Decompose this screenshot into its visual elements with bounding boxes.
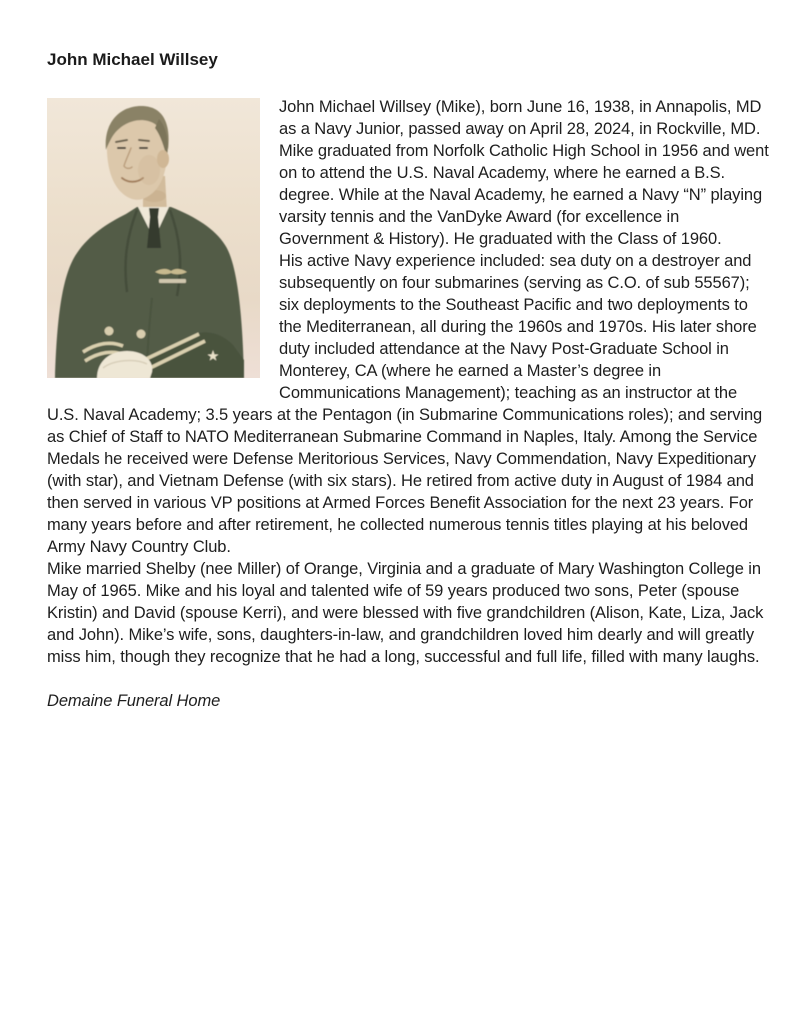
obituary-paragraph-2: His active Navy experience included: sea duty on a destroyer and subsequently on four submarines (serving as C.O. of sub 55567); six deployments to the Southeast Pacific and two deployments to the Mediterranean, all during the 1960s and 1970s. His later shore duty included attendance at the Navy Post-Graduate School in Monterey, CA (where he earned a Master’s degree in Communications Management); teaching as an instructor at the U.S. Naval Academy; 3.5 years at the Pentagon (in Submarine Communications roles); and serving as Chief of Staff to NATO Mediterranean Submarine Command in Naples, Italy. Among the Service Medals he received were Defense Meritorious Services, Navy Commendation, Navy Expeditionary (with star), and Vietnam Defense (with six stars). He retired from active duty in August of 1984 and then served in various VP positions at Armed Forces Benefit Association for the next 23 years. For many years before and after retirement, he collected numerous tennis titles playing at his beloved Army Navy Country Club. xyxy=(47,252,763,556)
portrait-photo xyxy=(47,98,260,378)
name-tag xyxy=(159,279,186,283)
obituary-paragraph-1: John Michael Willsey (Mike), born June 16, 1938, in Annapolis, MD as a Navy Junior, passed away on April 28, 2024, in Rockville, MD. Mike graduated from Norfolk Catholic High School in 1956 and went on to attend the U.S. Naval Academy, where he earned a B.S. degree. While at the Naval Academy, he earned a Navy “N” playing varsity tennis and the VanDyke Award (for excellence in Government & History). He graduated with the Class of 1960. xyxy=(279,98,769,248)
page-title: John Michael Willsey xyxy=(47,50,218,69)
obituary-paragraph-3: Mike married Shelby (nee Miller) of Orange, Virginia and a graduate of Mary Washington College in May of 1965. Mike and his loyal and talented wife of 59 years produced two sons, Peter (spouse Kristin) and David (spouse Kerri), and were blessed with five grandchildren (Alison, Kate, Liza, Jack and John). Mike’s wife, sons, daughters-in-law, and grandchildren loved him dearly and will greatly miss him, though they recognize that he had a long, successful and full life, filled with many laughs. xyxy=(47,560,764,666)
portrait-photo-illustration xyxy=(47,98,260,378)
obituary-body xyxy=(47,96,771,712)
funeral-home-credit: Demaine Funeral Home xyxy=(47,692,221,710)
